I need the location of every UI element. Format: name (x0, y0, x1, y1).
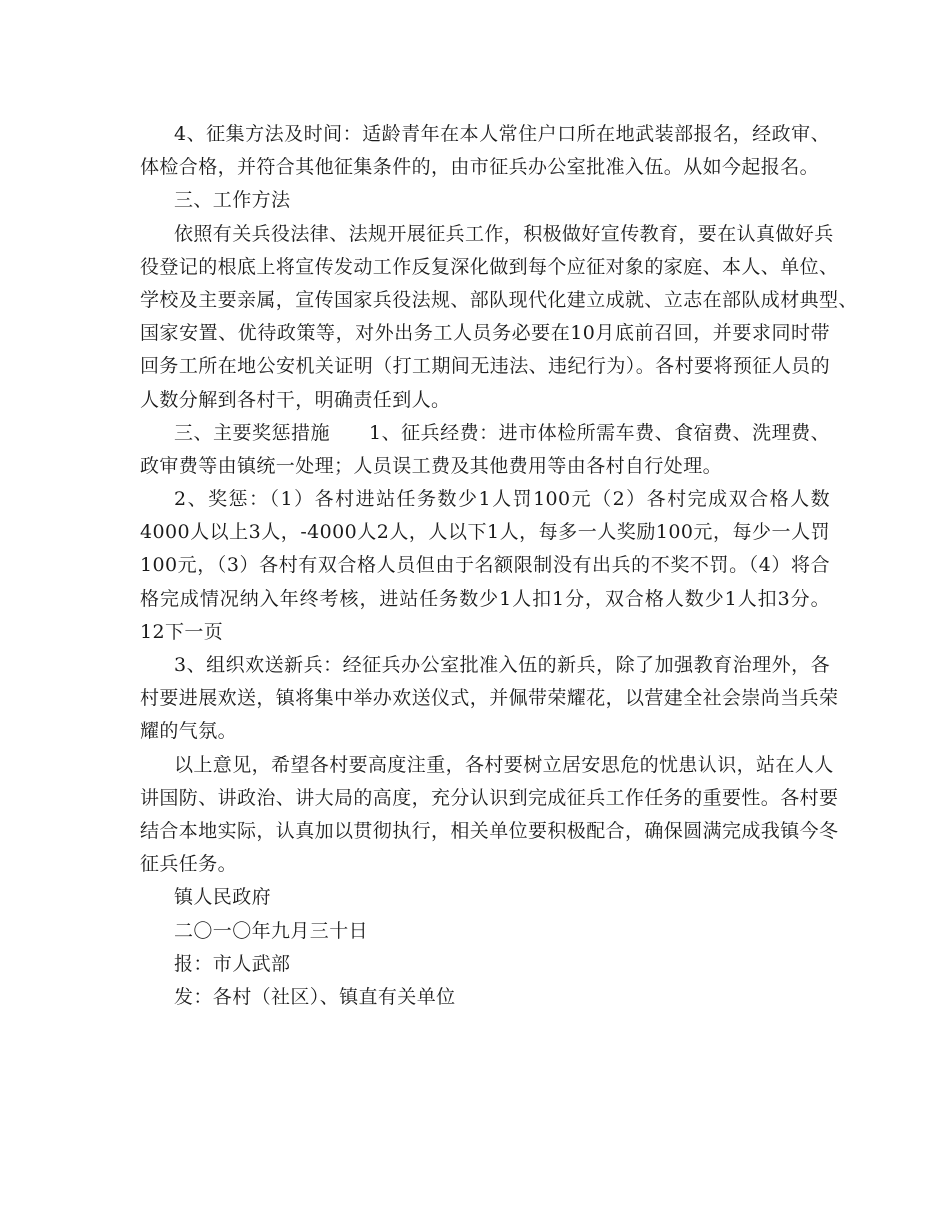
section-heading: 三、工作方法 (174, 189, 291, 212)
paragraph-line: 回务工所在地公安机关证明（打工期间无违法、违纪行为）。各村要将预征人员的 (140, 355, 830, 378)
paragraph-line: 格完成情况纳入年终考核，进站任务数少1人扣1分，双合格人数少1人扣3分。 (140, 587, 830, 610)
paragraph-line: 2、奖惩：（1）各村进站任务数少1人罚100元（2）各村完成双合格人数 (174, 488, 830, 511)
section-heading: 三、主要奖惩措施 1、征兵经费：进市体检所需车费、食宿费、洗理费、 (174, 421, 830, 444)
paragraph-line: 100元，（3）各村有双合格人员但由于名额限制没有出兵的不奖不罚。（4）将合 (140, 554, 830, 577)
paragraph-line: 体检合格，并符合其他征集条件的，由市征兵办公室批准入伍。从如今起报名。 (140, 156, 820, 179)
distribution-line: 发：各村（社区）、镇直有关单位 (174, 985, 456, 1008)
report-to-line: 报：市人武部 (174, 952, 291, 975)
signature-date: 二〇一〇年九月三十日 (174, 919, 369, 942)
paragraph-line: 征兵任务。 (140, 853, 238, 876)
paragraph-line: 役登记的根底上将宣传发动工作反复深化做到每个应征对象的家庭、本人、单位、 (140, 255, 839, 278)
paragraph-line: 4、征集方法及时间：适龄青年在本人常住户口所在地武装部报名，经政审、 (174, 123, 830, 145)
paragraph-line: 人数分解到各村干，明确责任到人。 (140, 388, 451, 411)
paragraph-line: 结合本地实际，认真加以贯彻执行，相关单位要积极配合，确保圆满完成我镇今冬 (140, 819, 839, 842)
paragraph-line: 村要进展欢送，镇将集中举办欢送仪式，并佩带荣耀花，以营建全社会崇尚当兵荣 (140, 687, 839, 710)
paragraph-line: 以上意见，希望各村要高度注重，各村要树立居安思危的忧患认识，站在人人 (174, 753, 834, 776)
paragraph-line: 学校及主要亲属，宣传国家兵役法规、部队现代化建立成就、立志在部队成材典型、 (140, 288, 858, 311)
paragraph-line: 依照有关兵役法律、法规开展征兵工作，积极做好宣传教育，要在认真做好兵 (174, 222, 834, 245)
paragraph-line: 4000人以上3人，-4000人2人，人以下1人，每多一人奖励100元，每少一人罚 (140, 521, 830, 544)
page-break-marker: 12下一页 (140, 620, 224, 643)
paragraph-line: 国家安置、优待政策等，对外出务工人员务必要在10月底前召回，并要求同时带 (140, 322, 830, 345)
paragraph-line: 政审费等由镇统一处理；人员误工费及其他费用等由各村自行处理。 (140, 454, 723, 477)
document-page (140, 118, 858, 1014)
paragraph-line: 3、组织欢送新兵：经征兵办公室批准入伍的新兵，除了加强教育治理外，各 (174, 654, 830, 676)
paragraph-line: 讲国防、讲政治、讲大局的高度，充分认识到完成征兵工作任务的重要性。各村要 (140, 786, 839, 809)
signature-organization: 镇人民政府 (174, 886, 272, 909)
paragraph-line: 耀的气氛。 (140, 720, 238, 743)
